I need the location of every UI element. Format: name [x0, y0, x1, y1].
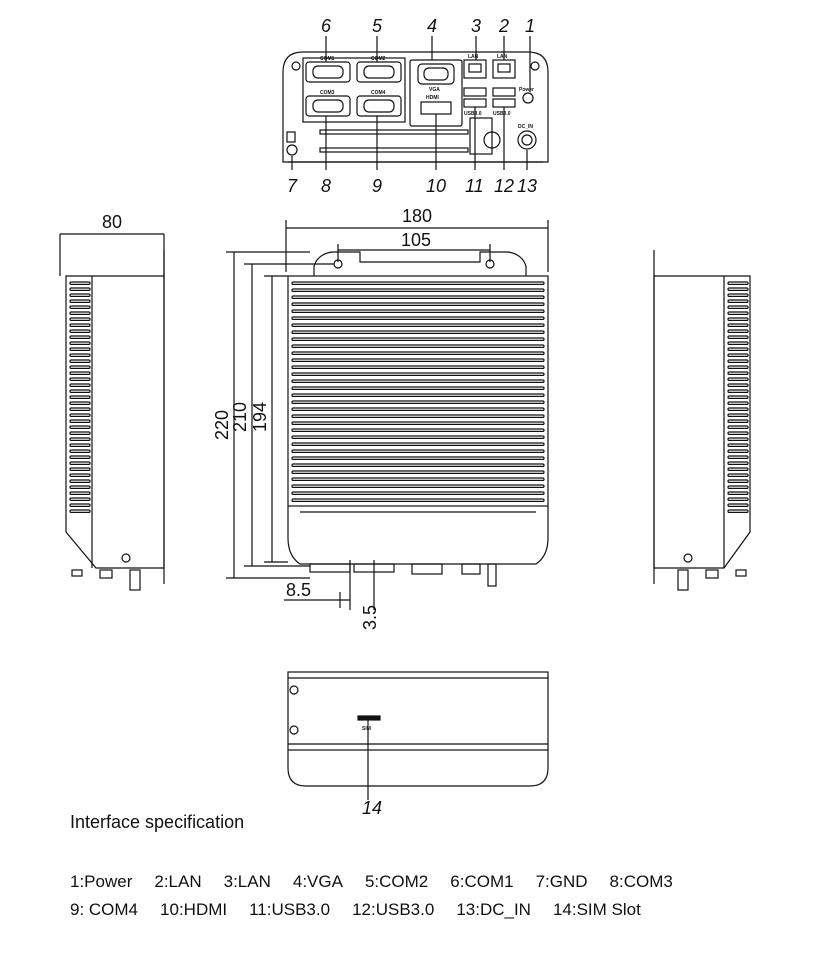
right-side-fin: [728, 414, 748, 416]
label-vga: VGA: [429, 87, 440, 93]
dim-height-inner: 194: [250, 401, 270, 432]
bottom-view: [288, 672, 548, 800]
front-fin: [292, 443, 544, 445]
usb-port-11b: [464, 99, 486, 107]
right-side-fin: [728, 324, 748, 326]
front-fin: [292, 429, 544, 431]
front-fin: [292, 317, 544, 319]
callout-1: 1: [525, 16, 536, 36]
left-side-fin: [70, 384, 90, 386]
right-side-fin: [728, 420, 748, 422]
right-side-fin: [728, 480, 748, 482]
spec-row-1: [70, 872, 695, 892]
front-fin: [292, 352, 544, 354]
right-side-fin: [728, 390, 748, 392]
left-side-fin: [70, 456, 90, 458]
dim-height-mid: 210: [230, 401, 250, 432]
dim-front-width: 180: [402, 206, 433, 226]
spec-item: 1:Power: [70, 872, 133, 891]
callout-14: 14: [362, 798, 383, 818]
right-side-fin: [728, 372, 748, 374]
usb-port-12a: [493, 88, 515, 96]
front-view: [226, 220, 548, 610]
label-com2: COM2: [371, 56, 386, 62]
spec-item: 7:GND: [535, 872, 588, 891]
right-side-fin: [728, 294, 748, 296]
label-usb-1: USB3.0: [464, 111, 482, 117]
callout-7: 7: [287, 176, 298, 196]
callout-5: 5: [372, 16, 383, 36]
spec-item: 2:LAN: [154, 872, 202, 891]
spec-row-2: [70, 900, 663, 920]
front-fin: [292, 373, 544, 375]
callout-11: 11: [465, 176, 484, 196]
left-side-fin: [70, 300, 90, 302]
spec-item: 8:COM3: [609, 872, 673, 891]
left-side-fin: [70, 408, 90, 410]
left-side-fin: [70, 492, 90, 494]
callout-3: 3: [471, 16, 482, 36]
right-side-fin: [728, 492, 748, 494]
right-side-fin: [728, 330, 748, 332]
left-side-fin: [70, 294, 90, 296]
callouts-bottom: [287, 176, 537, 196]
right-side-fin: [728, 438, 748, 440]
front-fin: [292, 408, 544, 410]
right-side-fin: [728, 300, 748, 302]
right-side-fin: [728, 474, 748, 476]
left-side-fin: [70, 510, 90, 512]
label-dcin: DC_IN: [518, 124, 534, 130]
spec-item: 12:USB3.0: [352, 900, 435, 919]
front-fin: [292, 345, 544, 347]
front-fin: [292, 394, 544, 396]
right-side-fin: [728, 384, 748, 386]
spec-item: 6:COM1: [450, 872, 514, 891]
front-fin: [292, 436, 544, 438]
right-side-fin: [728, 510, 748, 512]
spec-item: 3:LAN: [223, 872, 271, 891]
lan-port-1: [464, 60, 486, 78]
callout-10: 10: [426, 176, 447, 196]
right-side-fin: [728, 348, 748, 350]
left-side-fin: [70, 468, 90, 470]
front-fin: [292, 331, 544, 333]
label-power: Power: [519, 87, 535, 93]
right-side-fin: [728, 354, 748, 356]
left-side-fin: [70, 474, 90, 476]
left-side-fin: [70, 372, 90, 374]
right-side-view: [654, 250, 750, 590]
front-fin: [292, 296, 544, 298]
right-side-fin: [728, 486, 748, 488]
left-side-fin: [70, 450, 90, 452]
label-hdmi: HDMI: [426, 95, 439, 101]
right-side-fin: [728, 468, 748, 470]
callout-4: 4: [427, 16, 438, 36]
front-fin: [292, 359, 544, 361]
usb-port-12b: [493, 99, 515, 107]
right-side-fin: [728, 378, 748, 380]
label-sim: SIM: [362, 726, 371, 732]
front-fin: [292, 303, 544, 305]
front-fin: [292, 471, 544, 473]
callout-2: 2: [499, 16, 510, 36]
right-side-fin: [728, 462, 748, 464]
left-side-fin: [70, 288, 90, 290]
callout-13: 13: [517, 176, 538, 196]
right-side-fin: [728, 282, 748, 284]
left-side-fin: [70, 486, 90, 488]
left-side-fin: [70, 444, 90, 446]
left-side-fin: [70, 438, 90, 440]
left-side-fin: [70, 330, 90, 332]
left-side-fin: [70, 366, 90, 368]
spec-item: 10:HDMI: [160, 900, 228, 919]
gnd-screw: [287, 145, 297, 155]
left-side-fin: [70, 426, 90, 428]
front-fin: [292, 422, 544, 424]
callout-8: 8: [321, 176, 332, 196]
left-side-fin: [70, 306, 90, 308]
hdmi-port: [421, 102, 451, 114]
front-fin: [292, 289, 544, 291]
spec-item: 9: COM4: [70, 900, 139, 919]
right-side-fin: [728, 426, 748, 428]
right-side-fin: [728, 402, 748, 404]
label-lan-2: LAN: [497, 54, 508, 60]
left-side-fin: [70, 390, 90, 392]
spec-item: 14:SIM Slot: [552, 900, 641, 919]
left-side-fin: [70, 420, 90, 422]
left-side-fin: [70, 342, 90, 344]
dim-height-total: 220: [212, 409, 232, 440]
right-side-fin: [728, 288, 748, 290]
right-side-fin: [728, 306, 748, 308]
dim-offset-y: 3.5: [360, 604, 380, 630]
front-fin: [292, 282, 544, 284]
left-side-fin: [70, 498, 90, 500]
right-side-fin: [728, 342, 748, 344]
left-side-fin: [70, 414, 90, 416]
front-fin: [292, 338, 544, 340]
front-fin: [292, 380, 544, 382]
power-button: [523, 93, 533, 103]
dc-in-jack: [518, 131, 536, 149]
left-side-fin: [70, 504, 90, 506]
front-fin: [292, 485, 544, 487]
left-side-fin: [70, 360, 90, 362]
lan-port-2: [493, 60, 515, 78]
left-side-fin: [70, 318, 90, 320]
spec-item: 13:DC_IN: [456, 900, 531, 919]
front-fin: [292, 478, 544, 480]
right-side-fin: [728, 432, 748, 434]
label-com4: COM4: [371, 90, 386, 96]
left-side-fin: [70, 336, 90, 338]
front-fin: [292, 310, 544, 312]
left-side-fin: [70, 348, 90, 350]
left-side-fin: [70, 396, 90, 398]
left-side-fin: [70, 282, 90, 284]
dim-hole-spacing: 105: [401, 230, 432, 250]
right-side-fin: [728, 456, 748, 458]
callouts-top: [321, 16, 535, 36]
front-fin: [292, 401, 544, 403]
dim-side-width: 80: [102, 212, 123, 232]
right-side-fin: [728, 318, 748, 320]
usb-port-11a: [464, 88, 486, 96]
left-side-fin: [70, 312, 90, 314]
spec-item: 5:COM2: [364, 872, 429, 891]
dim-offset-x: 8.5: [286, 580, 312, 600]
label-lan-1: LAN: [468, 54, 479, 60]
left-side-fin: [70, 324, 90, 326]
label-com1: COM1: [320, 56, 335, 62]
front-fin: [292, 387, 544, 389]
right-side-fin: [728, 444, 748, 446]
right-side-fin: [728, 312, 748, 314]
left-side-view: [60, 234, 164, 590]
front-fin: [292, 499, 544, 501]
right-side-fin: [728, 360, 748, 362]
right-side-fin: [728, 396, 748, 398]
front-fin: [292, 366, 544, 368]
left-side-fin: [70, 432, 90, 434]
left-side-fin: [70, 462, 90, 464]
front-fin: [292, 492, 544, 494]
right-side-fin: [728, 336, 748, 338]
left-side-fin: [70, 402, 90, 404]
sim-slot: [358, 716, 380, 720]
right-side-fin: [728, 366, 748, 368]
front-fin: [292, 450, 544, 452]
front-fin: [292, 415, 544, 417]
label-usb-2: USB3.0: [493, 111, 511, 117]
right-side-fin: [728, 408, 748, 410]
right-side-fin: [728, 450, 748, 452]
callout-6: 6: [321, 16, 332, 36]
front-fin: [292, 464, 544, 466]
left-side-fin: [70, 480, 90, 482]
left-side-fin: [70, 378, 90, 380]
front-fin: [292, 324, 544, 326]
label-com3: COM3: [320, 90, 335, 96]
right-side-fin: [728, 498, 748, 500]
callout-12: 12: [494, 176, 515, 196]
spec-item: 4:VGA: [292, 872, 343, 891]
spec-item: 11:USB3.0: [249, 900, 331, 919]
right-side-fin: [728, 504, 748, 506]
left-side-fin: [70, 354, 90, 356]
callout-9: 9: [372, 176, 383, 196]
front-fin: [292, 457, 544, 459]
spec-title: Interface specification: [70, 812, 245, 832]
